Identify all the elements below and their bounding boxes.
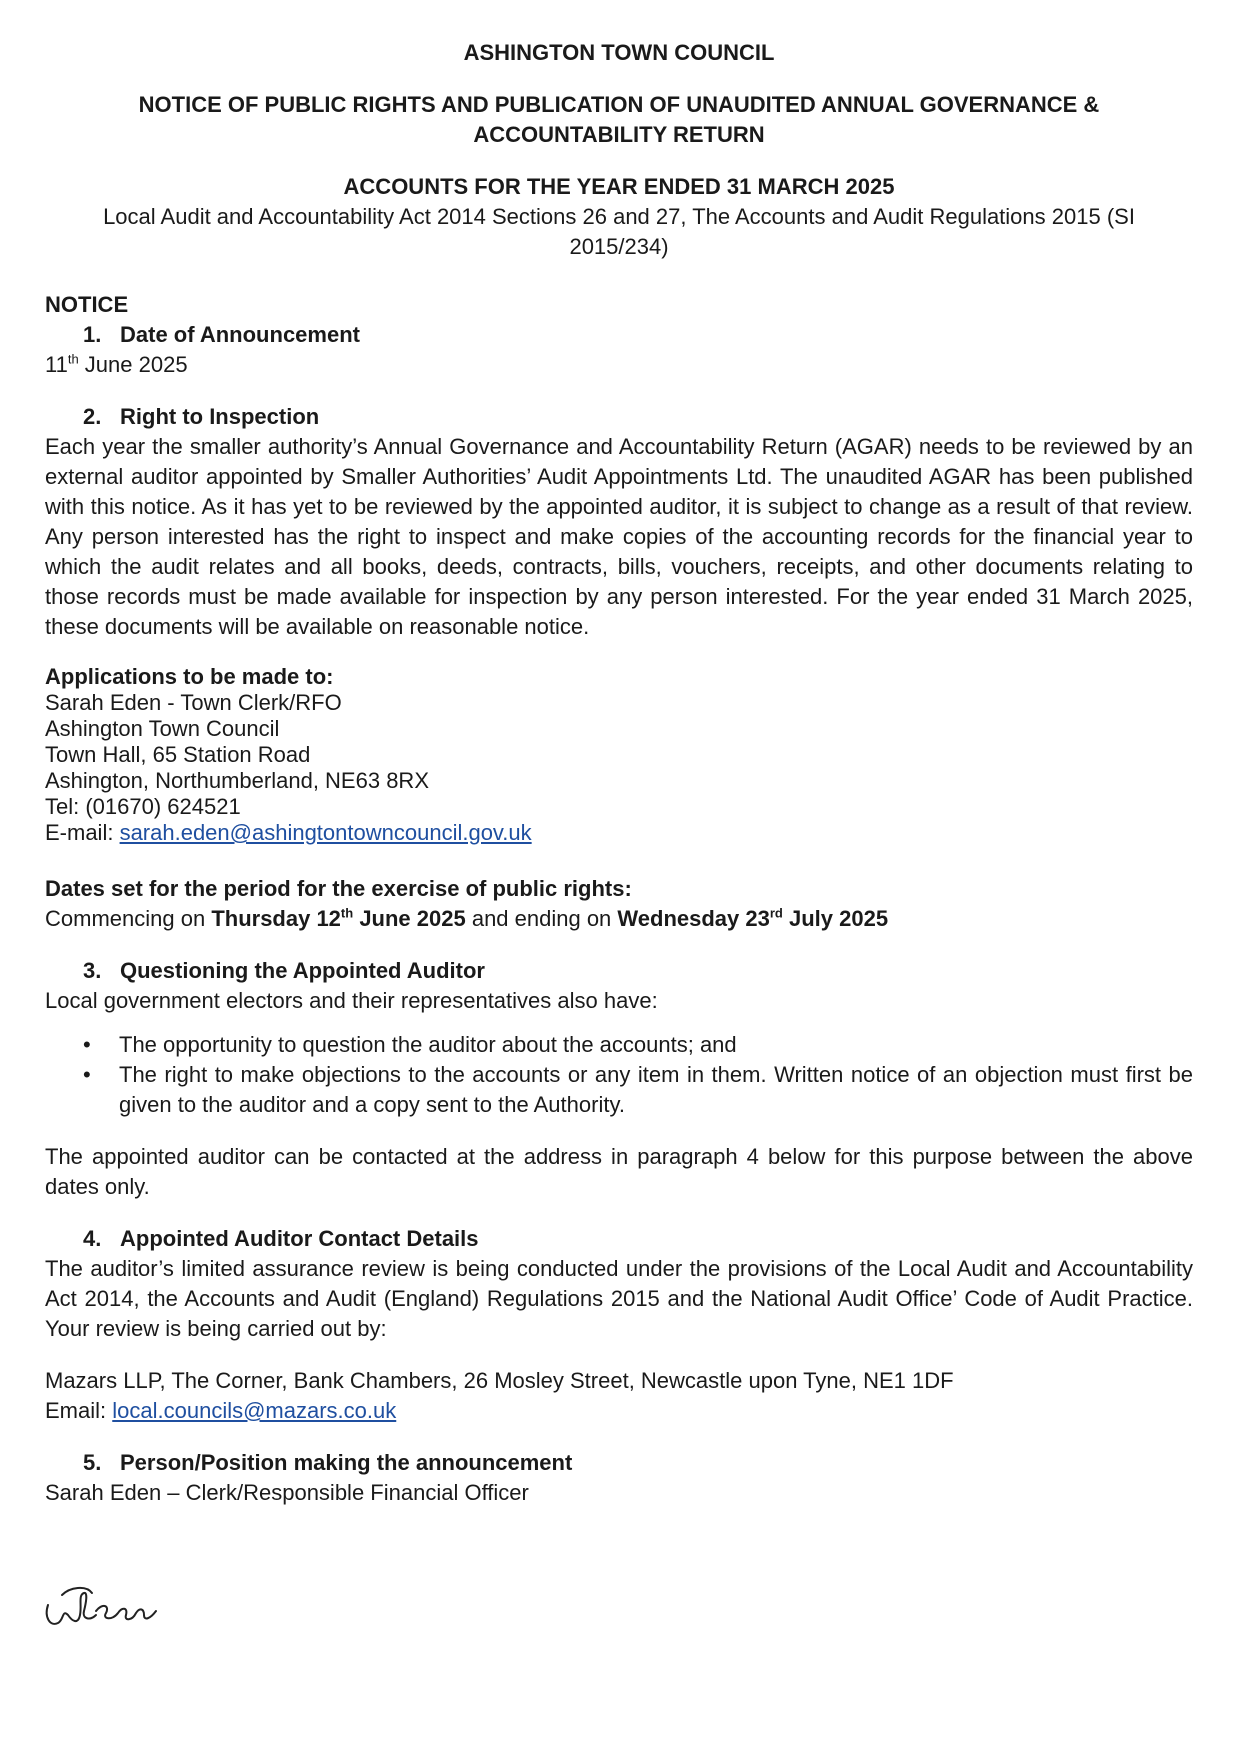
date-day: 11 <box>45 352 68 377</box>
section-right-to-inspection <box>45 402 1193 642</box>
end-date-suffix: rd <box>769 905 783 921</box>
contact-town: Ashington, Northumberland, NE63 8RX <box>45 768 429 793</box>
auditor-address: Mazars LLP, The Corner, Bank Chambers, 26 Mosley Street, Newcastle upon Tyne, NE1 1DF <box>45 1368 954 1393</box>
bullet-icon: • <box>83 1032 91 1057</box>
section-announcer <box>45 1448 1193 1508</box>
dates-middle: and ending on <box>465 906 618 931</box>
questioning-closing: The appointed auditor can be contacted at the address in paragraph 4 below for this purpose between the above dates only. <box>45 1144 1193 1199</box>
auditor-email-line <box>45 1396 1193 1426</box>
announcer-name: Sarah Eden – Clerk/Responsible Financial Officer <box>45 1480 529 1505</box>
contact-email-line <box>45 820 1193 846</box>
section-number: 5. <box>83 1450 102 1475</box>
email-label: E-mail: <box>45 820 120 845</box>
handwritten-signature-icon <box>40 1575 180 1635</box>
section-heading-text: Appointed Auditor Contact Details <box>120 1226 479 1251</box>
start-date-day: Thursday 12 <box>211 906 341 931</box>
rights-list <box>45 1030 1193 1120</box>
inspection-body: Each year the smaller authority’s Annual Governance and Accountability Return (AGAR) needs to be reviewed by an external auditor appointed by Smaller Authorities’ Audit Appointments Ltd. The unaudited AGAR has been published with this notice. As it has yet to be reviewed by the appointed auditor, it is subject to change as a result of that review. Any person interested has the right to inspect and make copies of the accounting records for the financial year to which the audit relates and all books, deeds, contracts, bills, vouchers, receipts, and other documents relating to those records must be made available for inspection by any person interested. For the year ended 31 March 2025, these documents will be available on reasonable notice. <box>45 434 1193 639</box>
list-item <box>45 1060 1193 1120</box>
contact-org: Ashington Town Council <box>45 716 280 741</box>
end-date-day: Wednesday 23 <box>617 906 770 931</box>
end-date <box>617 906 888 931</box>
legislation-reference: Local Audit and Accountability Act 2014 Sections 26 and 27, The Accounts and Audit Regulations 2015 (SI 2015/234) <box>103 204 1135 259</box>
dates-heading: Dates set for the period for the exercise of public rights: <box>45 876 632 901</box>
notice-label: NOTICE <box>45 292 129 317</box>
section-number: 4. <box>83 1226 102 1251</box>
section-heading-text: Right to Inspection <box>120 404 320 429</box>
section-number: 3. <box>83 958 102 983</box>
dates-prefix: Commencing on <box>45 906 212 931</box>
section-heading-text: Date of Announcement <box>120 322 360 347</box>
section-heading-text: Questioning the Appointed Auditor <box>120 958 485 983</box>
start-date <box>211 906 465 931</box>
announcement-date <box>45 350 1193 380</box>
council-name: ASHINGTON TOWN COUNCIL <box>463 40 775 65</box>
section-heading <box>45 956 1193 986</box>
document-header <box>45 38 1193 262</box>
email-label: Email: <box>45 1398 113 1423</box>
clerk-email-link[interactable]: sarah.eden@ashingtontowncouncil.gov.uk <box>119 820 532 845</box>
applications-heading: Applications to be made to: <box>45 664 334 689</box>
section-heading-text: Person/Position making the announcement <box>120 1450 573 1475</box>
list-item <box>45 1030 1193 1060</box>
start-date-rest: June 2025 <box>353 906 466 931</box>
auditor-body: The auditor’s limited assurance review is being conducted under the provisions of the Local Audit and Accountability Act 2014, the Accounts and Audit (England) Regulations 2015 and the National Audit Office’ Code of Audit Practice. Your review is being carried out by: <box>45 1256 1193 1341</box>
accounts-title: ACCOUNTS FOR THE YEAR ENDED 31 MARCH 2025 <box>343 174 895 199</box>
notice-title: NOTICE OF PUBLIC RIGHTS AND PUBLICATION OF UNAUDITED ANNUAL GOVERNANCE & ACCOUNTABILITY RETURN <box>138 92 1100 147</box>
section-heading <box>45 1224 1193 1254</box>
section-heading <box>45 320 1193 350</box>
section-number: 1. <box>83 322 102 347</box>
notice-document <box>45 38 1193 1508</box>
auditor-email-link[interactable]: local.councils@mazars.co.uk <box>112 1398 397 1423</box>
section-heading <box>45 1448 1193 1478</box>
applications-block <box>45 664 1193 846</box>
contact-tel: Tel: (01670) 624521 <box>45 794 241 819</box>
questioning-intro: Local government electors and their representatives also have: <box>45 988 658 1013</box>
list-item-text: The right to make objections to the accounts or any item in them. Written notice of an objection must first be given to the auditor and a copy sent to the Authority. <box>119 1062 1193 1117</box>
section-date-of-announcement <box>45 320 1193 380</box>
list-item-text: The opportunity to question the auditor about the accounts; and <box>119 1032 737 1057</box>
date-suffix: th <box>67 351 79 367</box>
dates-line <box>45 904 1193 934</box>
contact-name: Sarah Eden - Town Clerk/RFO <box>45 690 342 715</box>
start-date-suffix: th <box>340 905 354 921</box>
contact-street: Town Hall, 65 Station Road <box>45 742 311 767</box>
section-auditor-contact <box>45 1224 1193 1426</box>
section-questioning-auditor <box>45 956 1193 1202</box>
date-rest: June 2025 <box>78 352 188 377</box>
public-rights-dates <box>45 874 1193 934</box>
section-number: 2. <box>83 404 102 429</box>
bullet-icon: • <box>83 1062 91 1087</box>
end-date-rest: July 2025 <box>782 906 889 931</box>
section-heading <box>45 402 1193 432</box>
